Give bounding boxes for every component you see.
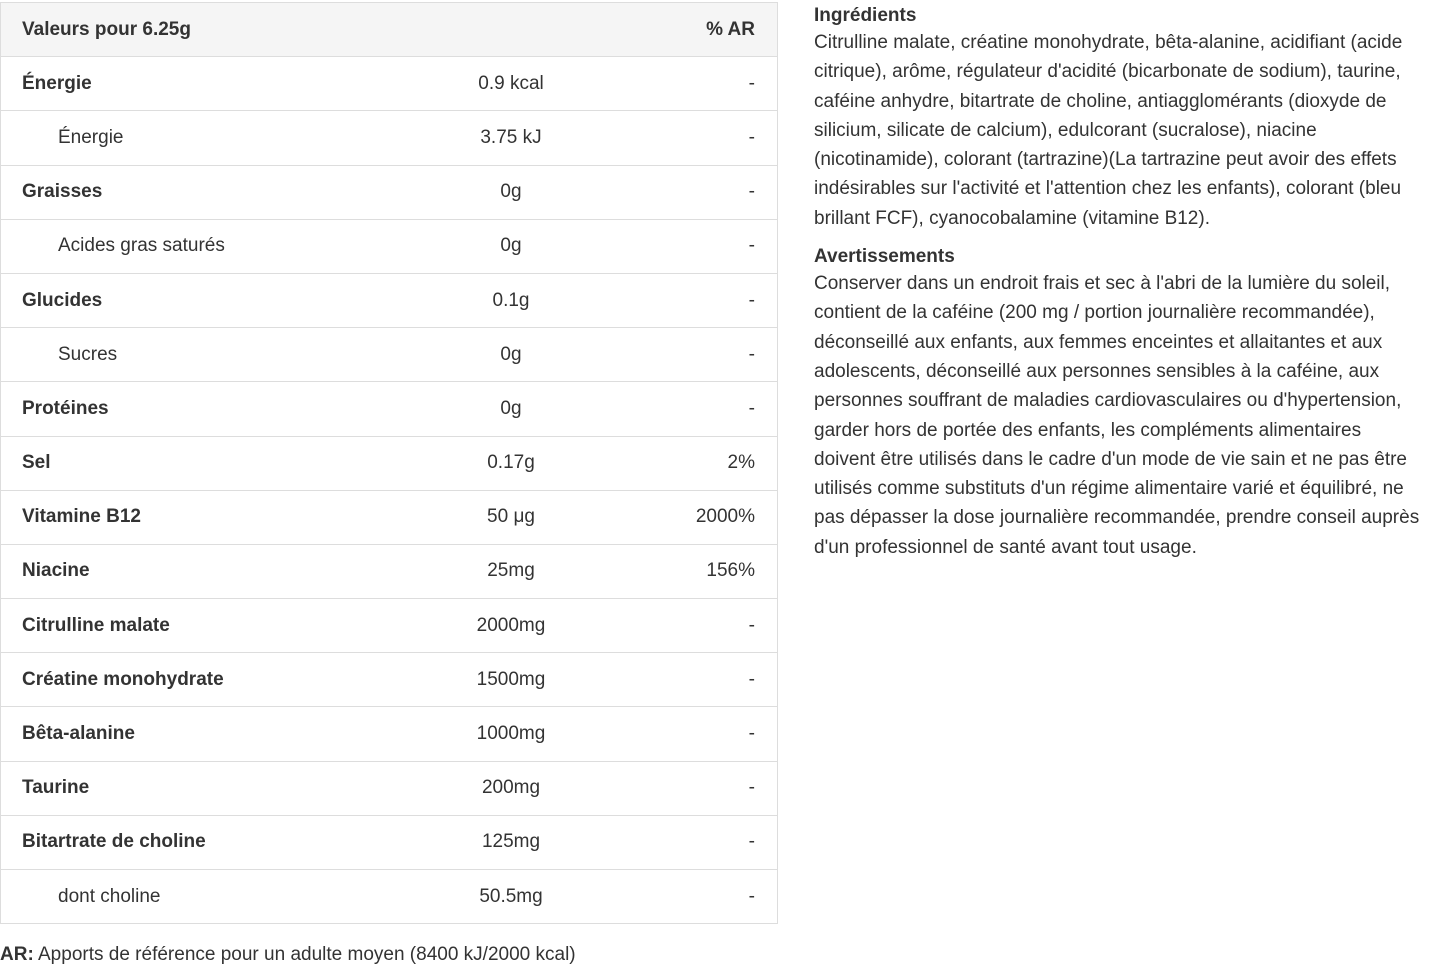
warnings-text: Conserver dans un endroit frais et sec à l'abri de la lumière du soleil, contient de la caféine (200 mg / portion journalière recommandée), déconseillé aux enfants, aux femmes enceintes et allaitantes et aux adolescents, déconseillé aux personnes sensibles à la caféine, aux personnes souffrant de maladies cardiovasculaires ou d'hypertension, garder hors de portée des enfants, les compléments alimentaires doivent être utilisés dans le cadre d'un mode de vie sain et ne pas être utilisés comme substituts d'un régime alimentaire varié et équilibré, ne pas dépasser la dose journalière recommandée, prendre conseil auprès d'un professionnel de santé avant tout usage. <box>814 273 1420 558</box>
table-row <box>1 599 777 653</box>
nutrient-name: Énergie <box>58 126 124 148</box>
nutrient-name: Bitartrate de choline <box>22 831 206 853</box>
nutrient-name: Protéines <box>22 397 109 419</box>
nutrient-name: Bêta-alanine <box>22 723 135 745</box>
product-details-column <box>814 4 1426 574</box>
nutrient-qty: 50.5mg <box>479 885 543 907</box>
table-row <box>1 870 777 924</box>
nutrition-table-header <box>1 3 777 57</box>
nutrient-qty: 25mg <box>487 560 535 582</box>
table-row <box>1 545 777 599</box>
nutrient-qty: 0.17g <box>487 452 535 474</box>
table-row <box>1 762 777 816</box>
nutrient-ar: 156% <box>706 560 755 582</box>
nutrient-ar: - <box>748 72 755 94</box>
nutrient-qty: 0g <box>500 343 522 365</box>
nutrient-name: Graisses <box>22 181 103 203</box>
table-row <box>1 111 777 165</box>
nutrient-ar: - <box>748 723 755 745</box>
nutrient-ar: - <box>748 397 755 419</box>
nutrient-name: Taurine <box>22 777 90 799</box>
nutrient-ar: - <box>748 614 755 636</box>
nutrient-ar: - <box>748 777 755 799</box>
nutrition-table <box>0 2 778 924</box>
nutrient-name: Acides gras saturés <box>58 235 225 257</box>
ar-footnote-text: Apports de référence pour un adulte moyen (8400 kJ/2000 kcal) <box>33 944 576 965</box>
nutrient-qty: 2000mg <box>476 614 546 636</box>
nutrient-name: Niacine <box>22 560 90 582</box>
table-row <box>1 57 777 111</box>
nutrient-qty: 0g <box>500 235 522 257</box>
nutrient-name: Créatine monohydrate <box>22 668 224 690</box>
warnings-heading: Avertissements <box>814 246 955 268</box>
nutrient-ar: - <box>748 289 755 311</box>
table-row <box>1 328 777 382</box>
nutrient-ar: - <box>748 235 755 257</box>
header-label: Valeurs pour 6.25g <box>22 18 191 40</box>
nutrient-qty: 1500mg <box>476 668 546 690</box>
ar-footnote <box>0 944 576 966</box>
table-row <box>1 220 777 274</box>
header-ar: % AR <box>706 18 755 40</box>
table-row <box>1 437 777 491</box>
nutrient-qty: 0.1g <box>492 289 530 311</box>
nutrient-name: Glucides <box>22 289 103 311</box>
nutrient-name: Énergie <box>22 72 92 94</box>
ingredients-heading: Ingrédients <box>814 5 917 26</box>
table-row <box>1 653 777 707</box>
nutrient-name: dont choline <box>58 885 161 907</box>
nutrient-qty: 0g <box>500 181 522 203</box>
nutrient-name: Vitamine B12 <box>22 506 141 528</box>
table-row <box>1 707 777 761</box>
nutrient-qty: 0.9 kcal <box>478 72 544 94</box>
nutrient-qty: 50 μg <box>487 506 535 528</box>
table-row <box>1 382 777 436</box>
nutrient-qty: 125mg <box>481 831 541 853</box>
table-row <box>1 491 777 545</box>
nutrient-qty: 0g <box>500 397 522 419</box>
nutrient-ar: - <box>748 181 755 203</box>
nutrient-ar: - <box>748 343 755 365</box>
nutrient-ar: - <box>748 831 755 853</box>
nutrient-ar: 2000% <box>695 506 755 528</box>
nutrient-name: Citrulline malate <box>22 614 170 636</box>
table-row <box>1 274 777 328</box>
nutrient-qty: 1000mg <box>476 723 546 745</box>
ingredients-text: Citrulline malate, créatine monohydrate, bêta-alanine, acidifiant (acide citrique), arôme, régulateur d'acidité (bicarbonate de sodium), taurine, caféine anhydre, bitartrate de choline, antiagglomérants (dioxyde de silicium, silicate de calcium), edulcorant (sucralose), niacine (nicotinamide), colorant (tartrazine)(La tartrazine peut avoir des effets indésirables sur l'activité et l'attention chez les enfants), colorant (bleu brillant FCF), cyanocobalamine (vitamine B12). <box>814 32 1403 229</box>
nutrient-ar: - <box>748 885 755 907</box>
nutrient-qty: 3.75 kJ <box>480 126 542 148</box>
nutrient-ar: - <box>748 668 755 690</box>
table-row <box>1 816 777 870</box>
nutrient-name: Sel <box>22 452 51 474</box>
nutrient-ar: 2% <box>727 452 755 474</box>
nutrient-name: Sucres <box>58 343 118 365</box>
ar-abbreviation: AR: <box>0 944 34 965</box>
table-row <box>1 166 777 220</box>
nutrient-ar: - <box>748 126 755 148</box>
nutrient-qty: 200mg <box>481 777 541 799</box>
